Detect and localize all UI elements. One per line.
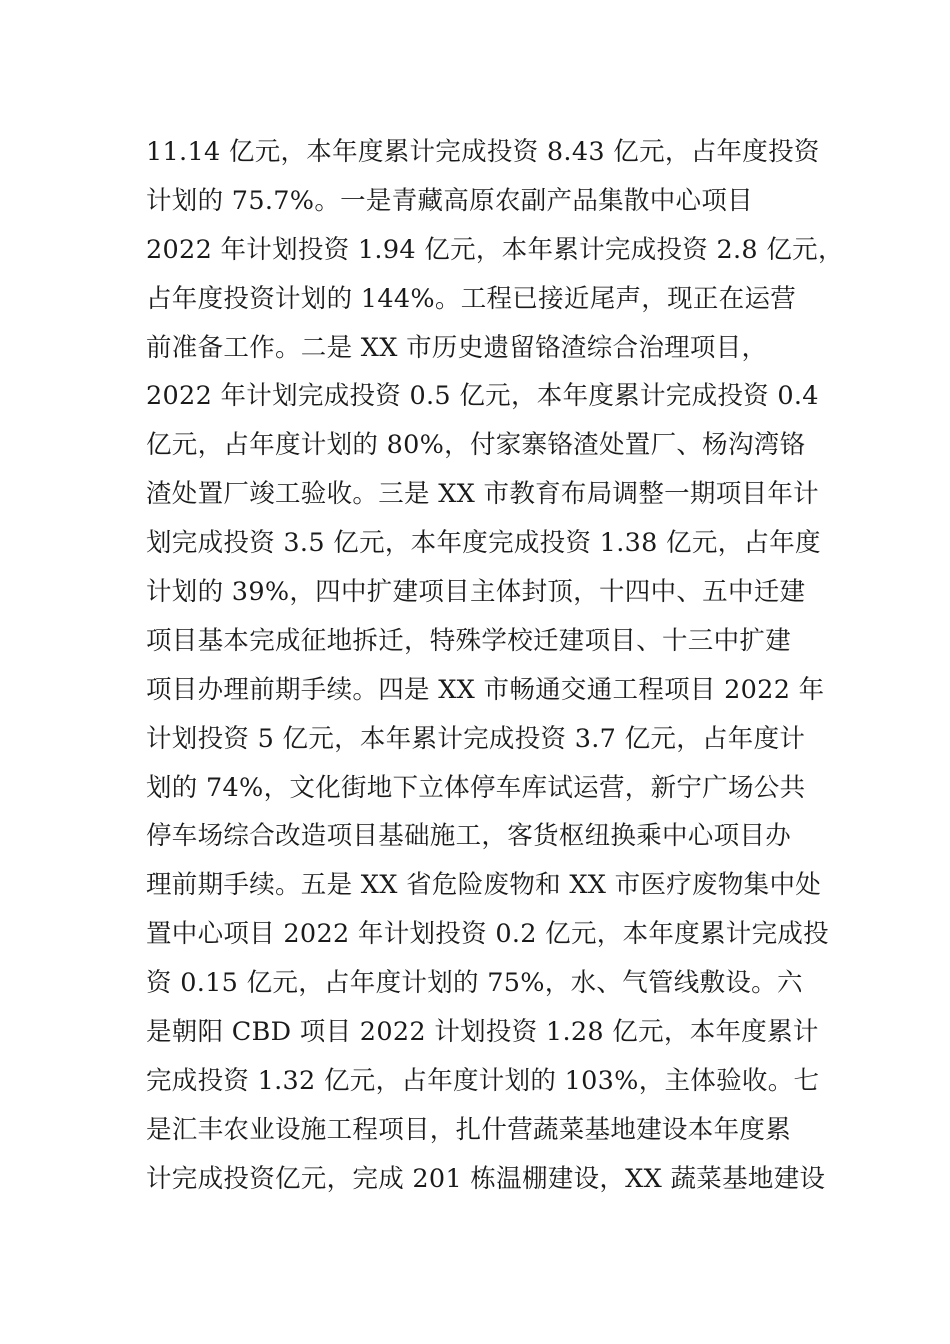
text-line: 项目办理前期手续。四是 XX 市畅通交通工程项目 2022 年 [146,674,825,705]
text-line: 亿元，占年度计划的 80%，付家寨铬渣处置厂、杨沟湾铬 [146,430,806,461]
text-line: 2022 年计划完成投资 0.5 亿元，本年度累计完成投资 0.4 [146,381,819,412]
text-line: 置中心项目 2022 年计划投资 0.2 亿元，本年度累计完成投 [146,919,829,950]
text-line: 是汇丰农业设施工程项目，扎什营蔬菜基地建设本年度累 [146,1114,792,1145]
body-paragraph [146,128,844,1204]
text-line: 是朝阳 CBD 项目 2022 计划投资 1.28 亿元，本年度累计 [146,1017,819,1048]
text-line: 渣处置厂竣工验收。三是 XX 市教育布局调整一期项目年计 [146,479,819,510]
text-line: 计完成投资亿元，完成 201 栋温棚建设，XX 蔬菜基地建设 [146,1163,826,1194]
text-line: 计划的 75.7%。一是青藏高原农副产品集散中心项目 [146,185,753,216]
text-line: 计划投资 5 亿元，本年累计完成投资 3.7 亿元，占年度计 [146,723,806,754]
text-line: 划完成投资 3.5 亿元，本年度完成投资 1.38 亿元，占年度 [146,528,821,559]
text-line: 项目基本完成征地拆迁，特殊学校迁建项目、十三中扩建 [146,625,792,656]
text-line: 停车场综合改造项目基础施工，客货枢纽换乘中心项目办 [146,821,792,852]
text-line: 前准备工作。二是 XX 市历史遗留铬渣综合治理项目， [146,332,768,363]
text-line: 完成投资 1.32 亿元，占年度计划的 103%，主体验收。七 [146,1065,820,1096]
text-line: 占年度投资计划的 144%。工程已接近尾声，现正在运营 [146,283,797,314]
text-line: 划的 74%，文化街地下立体停车库试运营，新宁广场公共 [146,772,806,803]
text-line: 2022 年计划投资 1.94 亿元，本年累计完成投资 2.8 亿元， [146,234,844,265]
text-line: 资 0.15 亿元，占年度计划的 75%，水、气管线敷设。六 [146,968,803,999]
text-line: 理前期手续。五是 XX 省危险废物和 XX 市医疗废物集中处 [146,870,822,901]
text-line: 11.14 亿元，本年度累计完成投资 8.43 亿元，占年度投资 [146,137,820,167]
text-line: 计划的 39%，四中扩建项目主体封顶，十四中、五中迁建 [146,577,806,608]
